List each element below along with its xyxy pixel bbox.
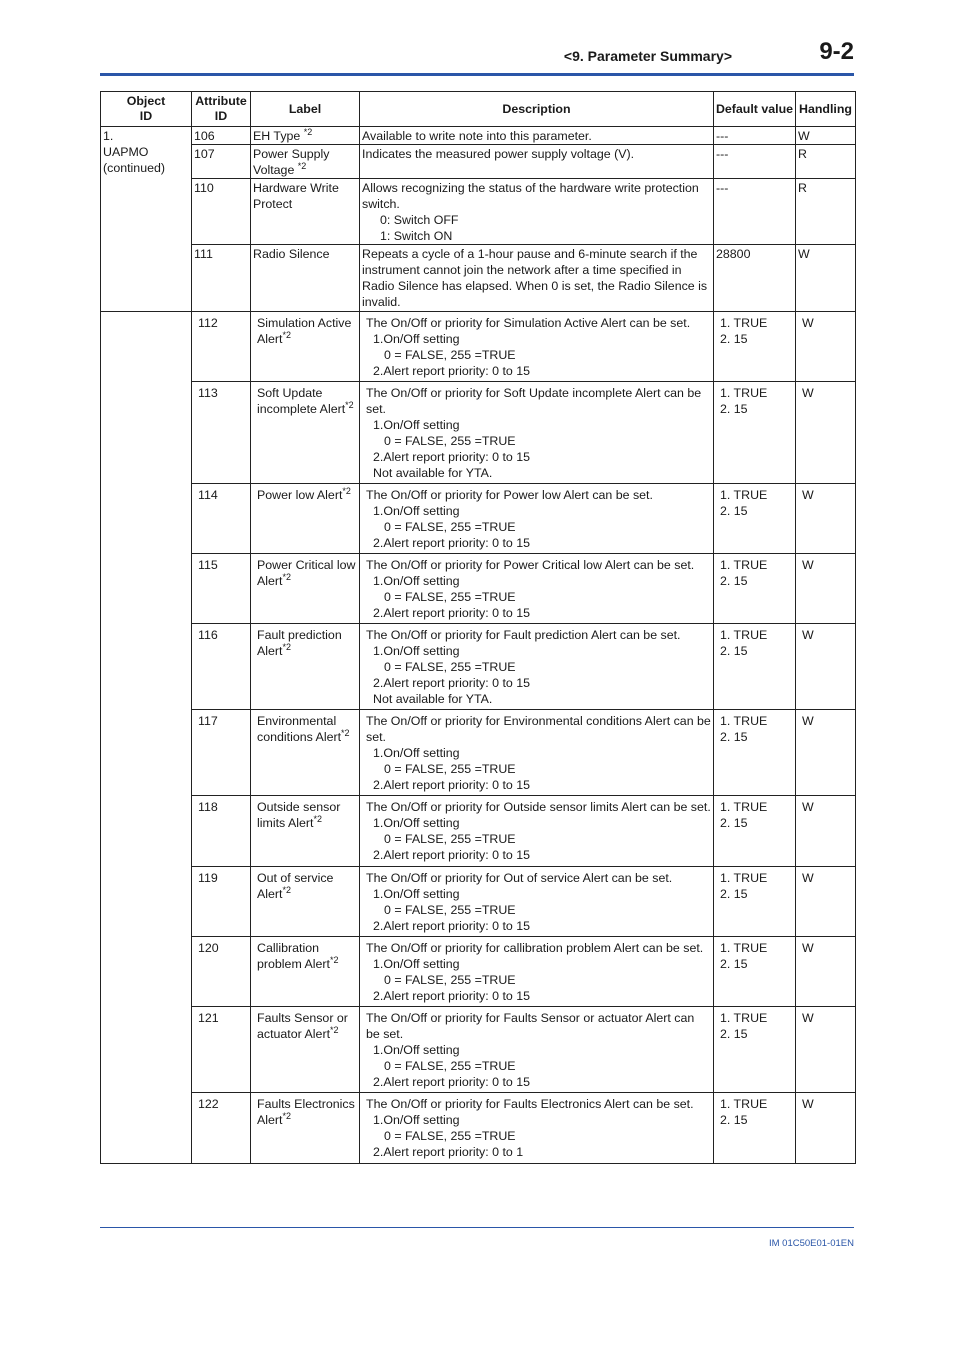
description-line: 1.On/Off setting (373, 957, 460, 971)
label-cell (251, 554, 360, 624)
description-line: 1.On/Off setting (373, 418, 460, 432)
description-line: 0 = FALSE, 255 =TRUE (384, 434, 516, 448)
column-header-label: Label (251, 92, 360, 127)
label-cell (251, 710, 360, 796)
footnote-marker: *2 (330, 1024, 339, 1035)
attribute-id-cell: 120 (192, 937, 251, 1007)
footnote-marker: *2 (282, 1110, 291, 1121)
description-line: 2.Alert report priority: 0 to 15 (373, 676, 531, 690)
description-cell (360, 127, 714, 145)
attribute-id-cell: 119 (192, 867, 251, 937)
handling-cell: R (796, 145, 856, 179)
default-value-cell (714, 382, 796, 484)
default-value-line: 1. TRUE (720, 488, 768, 502)
label-cell (251, 624, 360, 710)
description-line: 1.On/Off setting (373, 1113, 460, 1127)
attribute-id-cell: 110 (192, 179, 251, 245)
default-value-cell (714, 1093, 796, 1164)
table-row (101, 245, 856, 312)
footnote-marker: *2 (282, 884, 291, 895)
default-value-cell (714, 245, 796, 312)
default-value-cell (714, 127, 796, 145)
label-cell (251, 382, 360, 484)
handling-cell: W (796, 796, 856, 867)
handling-cell: W (796, 937, 856, 1007)
attribute-id-cell: 116 (192, 624, 251, 710)
label-text: Power low Alert (257, 488, 343, 502)
table-row (101, 937, 856, 1007)
default-value-cell (714, 179, 796, 245)
default-value-cell (714, 867, 796, 937)
default-value-line: 2. 15 (720, 1113, 748, 1127)
default-value-line: 1. TRUE (720, 558, 768, 572)
default-value-line: --- (716, 181, 729, 195)
description-line: 2.Alert report priority: 0 to 15 (373, 919, 531, 933)
description-cell (360, 382, 714, 484)
handling-cell: W (796, 554, 856, 624)
label-text: Power Critical low Alert (257, 558, 356, 588)
description-line: 2.Alert report priority: 0 to 15 (373, 450, 531, 464)
description-line: 1.On/Off setting (373, 816, 460, 830)
default-value-line: 2. 15 (720, 887, 748, 901)
table-row (101, 127, 856, 145)
default-value-line: 2. 15 (720, 644, 748, 658)
handling-cell: W (796, 1007, 856, 1093)
default-value-line: 2. 15 (720, 574, 748, 588)
handling-cell: W (796, 245, 856, 312)
parameter-table (100, 91, 856, 1164)
handling-cell: W (796, 624, 856, 710)
table-row (101, 1093, 856, 1164)
label-text: Radio Silence (253, 247, 330, 261)
description-line: 0 = FALSE, 255 =TRUE (384, 590, 516, 604)
label-text: Simulation Active Alert (257, 316, 352, 346)
document-id: IM 01C50E01-01EN (768, 1238, 854, 1249)
default-value-line: 2. 15 (720, 332, 748, 346)
table-row (101, 867, 856, 937)
description-line: The On/Off or priority for Power low Alert can be set. (366, 488, 653, 502)
label-text: Fault prediction Alert (257, 628, 342, 658)
description-line: The On/Off or priority for Power Critical low Alert can be set. (366, 558, 695, 572)
default-value-cell (714, 145, 796, 179)
label-cell (251, 1007, 360, 1093)
description-line: 0 = FALSE, 255 =TRUE (384, 1129, 516, 1143)
table-header-row (101, 92, 856, 127)
label-text: EH Type (253, 129, 304, 143)
column-header-object-id: Object ID (101, 92, 192, 127)
label-cell (251, 796, 360, 867)
label-cell (251, 312, 360, 382)
description-line: The On/Off or priority for Faults Sensor or actuator Alert can be set. (366, 1011, 695, 1041)
default-value-line: 1. TRUE (720, 941, 768, 955)
handling-cell: W (796, 1093, 856, 1164)
footnote-marker: *2 (303, 126, 313, 137)
attribute-id-cell: 121 (192, 1007, 251, 1093)
attribute-id-cell: 115 (192, 554, 251, 624)
description-line: 0 = FALSE, 255 =TRUE (384, 832, 516, 846)
attribute-id-cell: 107 (192, 145, 251, 179)
footnote-marker: *2 (342, 485, 351, 496)
label-cell (251, 245, 360, 312)
description-line: The On/Off or priority for Out of service Alert can be set. (366, 871, 673, 885)
description-cell (360, 867, 714, 937)
description-line: Available to write note into this parameter. (362, 129, 592, 143)
description-line: 2.Alert report priority: 0 to 15 (373, 606, 531, 620)
attribute-id-cell: 106 (192, 127, 251, 145)
attribute-id-cell: 111 (192, 245, 251, 312)
description-line: 0 = FALSE, 255 =TRUE (384, 1059, 516, 1073)
description-cell (360, 312, 714, 382)
description-cell (360, 554, 714, 624)
object-id-cell-empty (101, 312, 192, 1164)
description-line: The On/Off or priority for Outside sensor limits Alert can be set. (366, 800, 711, 814)
default-value-line: 2. 15 (720, 504, 748, 518)
default-value-line: 2. 15 (720, 402, 748, 416)
attribute-id-cell: 112 (192, 312, 251, 382)
table-row (101, 382, 856, 484)
description-line: 0 = FALSE, 255 =TRUE (384, 762, 516, 776)
label-text: Callibration problem Alert (257, 941, 331, 971)
handling-cell: W (796, 312, 856, 382)
table-row (101, 624, 856, 710)
handling-cell: W (796, 127, 856, 145)
footnote-marker: *2 (297, 160, 307, 171)
table-row (101, 796, 856, 867)
footnote-marker: *2 (282, 571, 291, 582)
description-cell (360, 937, 714, 1007)
default-value-cell (714, 554, 796, 624)
footnote-marker: *2 (313, 813, 322, 824)
description-line: 1.On/Off setting (373, 504, 460, 518)
description-line: The On/Off or priority for Fault prediction Alert can be set. (366, 628, 681, 642)
default-value-line: 2. 15 (720, 816, 748, 830)
label-cell (251, 179, 360, 245)
description-line: 2.Alert report priority: 0 to 1 (373, 1145, 524, 1159)
default-value-line: 2. 15 (720, 730, 748, 744)
default-value-line: 2. 15 (720, 1027, 748, 1041)
description-line: 1.On/Off setting (373, 574, 460, 588)
description-line: 1: Switch ON (380, 229, 453, 243)
label-cell (251, 145, 360, 179)
table-row (101, 145, 856, 179)
description-line: 2.Alert report priority: 0 to 15 (373, 848, 531, 862)
description-line: Allows recognizing the status of the hardware write protection switch. (362, 181, 699, 211)
footnote-marker: *2 (282, 329, 291, 340)
attribute-id-cell: 114 (192, 484, 251, 554)
label-text: Environmental conditions Alert (257, 714, 342, 744)
description-line: Indicates the measured power supply voltage (V). (362, 147, 635, 161)
footer-rule (100, 1227, 854, 1228)
label-text: Faults Electronics Alert (257, 1097, 355, 1127)
description-line: 2.Alert report priority: 0 to 15 (373, 364, 531, 378)
default-value-line: 28800 (716, 247, 751, 261)
column-header-handling: Handling (796, 92, 856, 127)
column-header-description: Description (360, 92, 714, 127)
description-line: 0: Switch OFF (380, 213, 459, 227)
object-id-cell (101, 127, 192, 312)
table-row (101, 312, 856, 382)
default-value-line: 2. 15 (720, 957, 748, 971)
description-line: 0 = FALSE, 255 =TRUE (384, 520, 516, 534)
footnote-marker: *2 (341, 727, 350, 738)
table-row (101, 1007, 856, 1093)
description-cell (360, 1007, 714, 1093)
description-line: 2.Alert report priority: 0 to 15 (373, 1075, 531, 1089)
description-cell (360, 796, 714, 867)
label-text: Soft Update incomplete Alert (257, 386, 346, 416)
default-value-cell (714, 1007, 796, 1093)
attribute-id-cell: 118 (192, 796, 251, 867)
description-cell (360, 245, 714, 312)
attribute-id-cell: 122 (192, 1093, 251, 1164)
description-line: The On/Off or priority for Faults Electronics Alert can be set. (366, 1097, 694, 1111)
description-line: 1.On/Off setting (373, 1043, 460, 1057)
default-value-line: --- (716, 147, 729, 161)
default-value-cell (714, 312, 796, 382)
description-line: 0 = FALSE, 255 =TRUE (384, 973, 516, 987)
description-line: 0 = FALSE, 255 =TRUE (384, 903, 516, 917)
handling-cell: W (796, 484, 856, 554)
page-number: 9-2 (819, 38, 854, 65)
label-cell (251, 937, 360, 1007)
description-line: 0 = FALSE, 255 =TRUE (384, 660, 516, 674)
description-line: Repeats a cycle of a 1-hour pause and 6-minute search if the instrument cannot join the network after a time specified in Radio Silence has elapsed. When 0 is set, the Radio Silence is invalid. (362, 247, 708, 309)
default-value-line: 1. TRUE (720, 386, 768, 400)
column-header-attribute-id: Attribute ID (192, 92, 251, 127)
footnote-marker: *2 (330, 954, 339, 965)
description-line: 1.On/Off setting (373, 332, 460, 346)
description-line: 2.Alert report priority: 0 to 15 (373, 536, 531, 550)
header-rule (100, 73, 854, 76)
description-cell (360, 179, 714, 245)
default-value-cell (714, 624, 796, 710)
description-line: 1.On/Off setting (373, 887, 460, 901)
description-line: Not available for YTA. (373, 692, 493, 706)
description-line: The On/Off or priority for Simulation Active Alert can be set. (366, 316, 691, 330)
handling-cell: W (796, 382, 856, 484)
description-cell (360, 484, 714, 554)
description-line: 2.Alert report priority: 0 to 15 (373, 778, 531, 792)
default-value-line: --- (716, 129, 729, 143)
attribute-id-cell: 113 (192, 382, 251, 484)
default-value-line: 1. TRUE (720, 628, 768, 642)
table-row (101, 179, 856, 245)
default-value-line: 1. TRUE (720, 1011, 768, 1025)
default-value-cell (714, 484, 796, 554)
description-line: 1.On/Off setting (373, 644, 460, 658)
default-value-line: 1. TRUE (720, 714, 768, 728)
label-text: Out of service Alert (257, 871, 334, 901)
description-cell (360, 624, 714, 710)
object-id-line: UAPMO (103, 145, 149, 159)
section-title: <9. Parameter Summary> (563, 48, 732, 64)
label-cell (251, 867, 360, 937)
label-text: Hardware Write Protect (253, 181, 339, 211)
description-line: The On/Off or priority for callibration problem Alert can be set. (366, 941, 704, 955)
description-line: 2.Alert report priority: 0 to 15 (373, 989, 531, 1003)
description-cell (360, 1093, 714, 1164)
description-line: Not available for YTA. (373, 466, 493, 480)
table-row (101, 554, 856, 624)
description-line: The On/Off or priority for Soft Update incomplete Alert can be set. (366, 386, 702, 416)
description-line: 0 = FALSE, 255 =TRUE (384, 348, 516, 362)
description-line: 1.On/Off setting (373, 746, 460, 760)
label-text: Power Supply Voltage (253, 147, 330, 177)
description-cell (360, 145, 714, 179)
label-cell (251, 484, 360, 554)
table-row (101, 710, 856, 796)
object-id-line: 1. (103, 129, 114, 143)
handling-cell: W (796, 867, 856, 937)
handling-cell: W (796, 710, 856, 796)
footnote-marker: *2 (345, 399, 354, 410)
label-cell (251, 127, 360, 145)
default-value-line: 1. TRUE (720, 316, 768, 330)
handling-cell: R (796, 179, 856, 245)
default-value-cell (714, 937, 796, 1007)
default-value-cell (714, 796, 796, 867)
table-row (101, 484, 856, 554)
label-cell (251, 1093, 360, 1164)
description-line: The On/Off or priority for Environmental conditions Alert can be set. (366, 714, 711, 744)
object-id-line: (continued) (103, 161, 165, 175)
label-text: Outside sensor limits Alert (257, 800, 341, 830)
footnote-marker: *2 (282, 641, 291, 652)
description-cell (360, 710, 714, 796)
label-text: Faults Sensor or actuator Alert (257, 1011, 348, 1041)
default-value-line: 1. TRUE (720, 1097, 768, 1111)
attribute-id-cell: 117 (192, 710, 251, 796)
default-value-line: 1. TRUE (720, 800, 768, 814)
default-value-cell (714, 710, 796, 796)
column-header-default-value: Default value (714, 92, 796, 127)
default-value-line: 1. TRUE (720, 871, 768, 885)
